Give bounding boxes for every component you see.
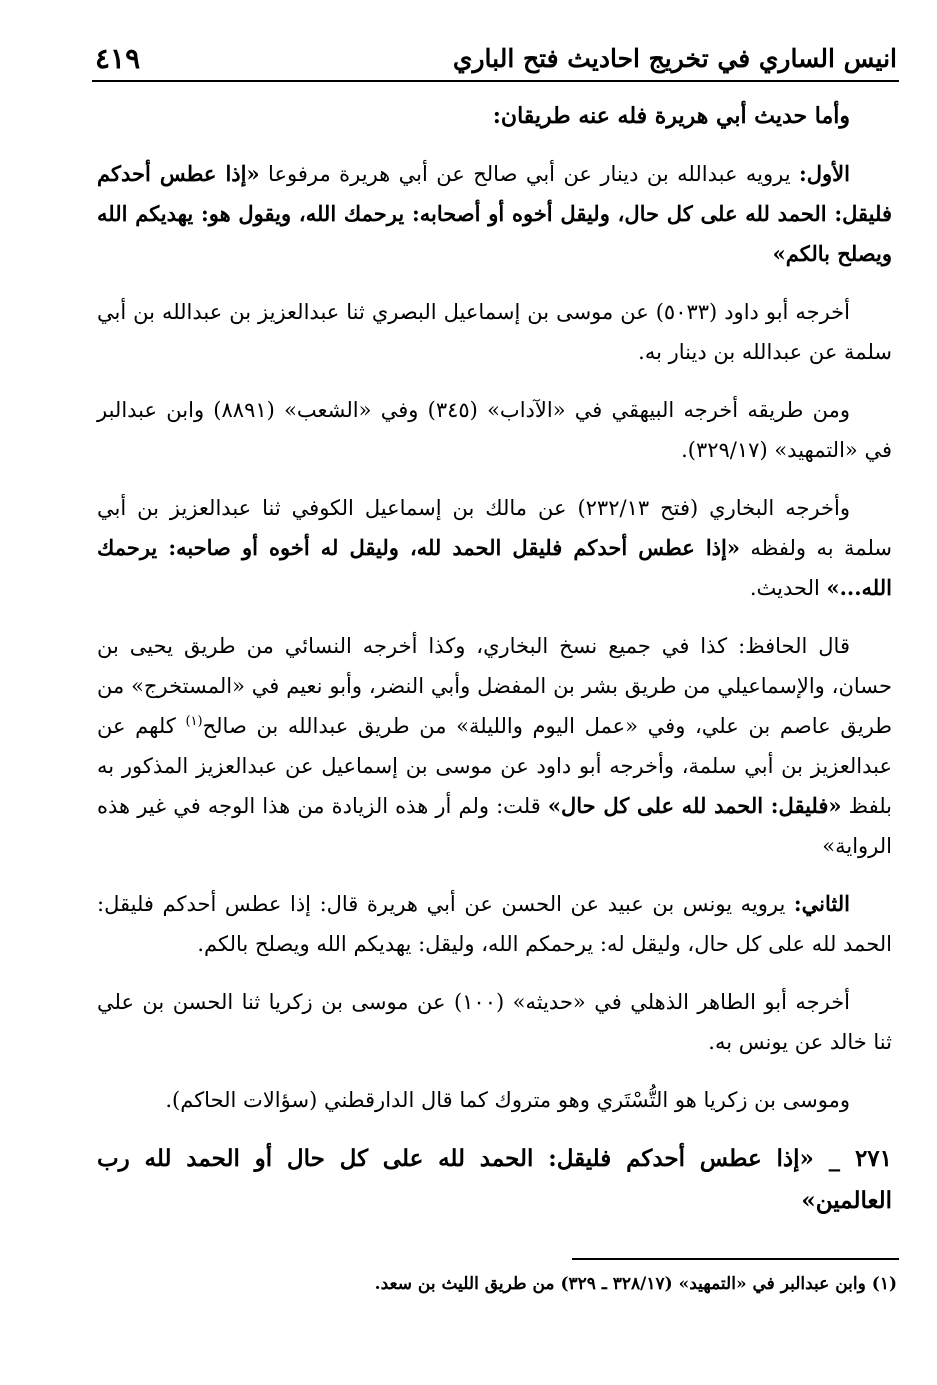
- first-route-text: يرويه عبدالله بن دينار عن أبي صالح عن أبي هريرة مرفوعا: [259, 162, 800, 186]
- second-route-paragraph: [97, 884, 892, 964]
- hafiz-text-2: كلهم عن عبدالعزيز بن أبي سلمة، وأخرجه أبو داود عن موسى بن إسماعيل عن عبدالعزيز المذكور به بلفظ: [97, 714, 893, 818]
- book-title: انيس الساري في تخريج احاديث فتح الباري: [452, 43, 897, 73]
- header-rule: [92, 80, 899, 82]
- footnote-text: وابن عبدالبر في «التمهيد» (٣٢٨/١٧ ـ ٣٢٩) من طريق الليث بن سعد.: [374, 1274, 866, 1294]
- footnote-marker: (١): [871, 1274, 897, 1294]
- hafiz-text: قال الحافظ: كذا في جميع نسخ البخاري، وكذا أخرجه النسائي من طريق يحيى بن حسان، والإسماعيلي من طريق بشر بن المفضل وأبي النضر، وأبو نعيم في «المستخرج» من طريق عاصم بن علي، وفي «عمل اليوم والليلة» من طريق عبدالله بن صالح: [97, 634, 892, 738]
- hafiz-paragraph: [97, 626, 892, 866]
- bukhari-paragraph: [97, 488, 892, 608]
- intro-text: وأما حديث أبي هريرة فله عنه طريقان:: [492, 103, 850, 129]
- footnote-rule: [572, 1258, 899, 1260]
- bukhari-quote: «إذا عطس أحدكم فليقل الحمد لله، وليقل له أخوه أو صاحبه: يرحمك الله...»: [97, 535, 892, 600]
- page-number: ٤١٩: [95, 41, 141, 75]
- musa-paragraph: وموسى بن زكريا هو التُّسْتَري وهو متروك كما قال الدارقطني (سؤالات الحاكم).: [165, 1088, 850, 1112]
- footnote-ref: (١): [185, 714, 203, 729]
- second-route-text: يرويه يونس بن عبيد عن الحسن عن أبي هريرة قال: إذا عطس أحدكم فليقل: الحمد لله على كل حال، وليقل له: يرحمكم الله، وليقل: يهديكم الله ويصلح بالكم.: [97, 892, 892, 956]
- hafiz-text-3: قلت: ولم أر هذه الزيادة من هذا الوجه في غير هذه الرواية»: [97, 794, 892, 858]
- first-route-paragraph: [97, 154, 892, 274]
- first-route-quote: «إذا عطس أحدكم فليقل: الحمد لله على كل حال، وليقل أخوه أو أصحابه: يرحمك الله، ويقول هو: يهديكم الله ويصلح بالكم»: [97, 161, 892, 266]
- hadith-271-heading: ٢٧١ _ «إذا عطس أحدكم فليقل: الحمد لله على كل حال أو الحمد لله رب العالمين»: [97, 1145, 892, 1214]
- page-header: [95, 36, 897, 80]
- footnote: [200, 1270, 897, 1298]
- second-route-label: الثاني:: [793, 891, 850, 916]
- abudawud-paragraph: أخرجه أبو داود (٥٠٣٣) عن موسى بن إسماعيل البصري ثنا عبدالعزيز بن عبدالله بن أبي سلمة عن عبدالله بن دينار به.: [97, 300, 892, 364]
- hafiz-quote: «فليقل: الحمد لله على كل حال»: [547, 793, 842, 818]
- page-body: [97, 96, 892, 1240]
- bukhari-text: وأخرجه البخاري (فتح ٢٣٢/١٣) عن مالك بن إسماعيل الكوفي ثنا عبدالعزيز بن أبي سلمة به ولفظه: [97, 496, 892, 560]
- first-route-label: الأول:: [799, 161, 850, 186]
- intro-paragraph: [97, 96, 892, 136]
- dhuhli-paragraph: أخرجه أبو الطاهر الذهلي في «حديثه» (١٠٠) عن موسى بن زكريا ثنا الحسن بن علي ثنا خالد عن يونس به.: [97, 990, 892, 1054]
- bukhari-tail: الحديث.: [749, 576, 827, 600]
- bayhaqi-paragraph: ومن طريقه أخرجه البيهقي في «الآداب» (٣٤٥) وفي «الشعب» (٨٨٩١) وابن عبدالبر في «التمهيد» (٣٢٩/١٧).: [97, 398, 892, 462]
